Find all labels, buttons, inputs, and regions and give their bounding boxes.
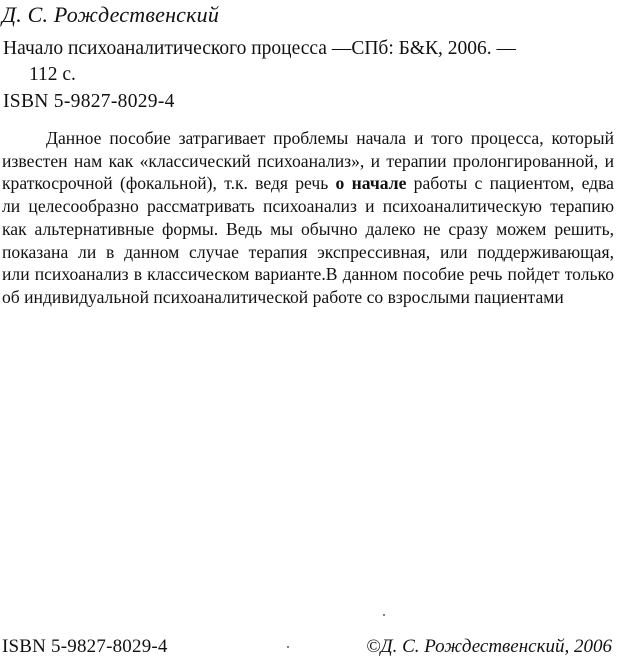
abstract-line-2: известен нам как «классический психоанализ», и терапии пролонгированной, и bbox=[2, 150, 614, 171]
abstract-line-8: об индивидуальной психоаналитической работе со взрослыми пациентами bbox=[2, 286, 564, 307]
abstract-line-3-end: работы с пациентом, едва bbox=[406, 173, 614, 194]
isbn-top: ISBN 5-9827-8029-4 bbox=[3, 91, 175, 112]
bibliographic-reference bbox=[3, 36, 603, 88]
footer-copyright: ©Д. С. Рождественский, 2006 bbox=[366, 636, 612, 657]
abstract-line-5: как альтернативные формы. Ведь мы обычно далеко не сразу можем решить, bbox=[2, 218, 614, 239]
abstract-line-1: Данное пособие затрагивает проблемы начала и того процесса, который bbox=[46, 128, 614, 148]
scan-speck bbox=[287, 646, 289, 648]
abstract-line-3-start: краткосрочной (фокальной), т.к. ведя речь bbox=[2, 173, 336, 194]
abstract-paragraph bbox=[2, 127, 614, 309]
abstract-line-3 bbox=[2, 172, 614, 195]
reference-title-line: Начало психоаналитического процесса —СПб: Б&К, 2006. — bbox=[3, 38, 517, 59]
scan-speck bbox=[383, 614, 385, 616]
abstract-emphasis: о начале bbox=[335, 173, 407, 194]
footer-isbn: ISBN 5-9827-8029-4 bbox=[2, 636, 168, 657]
reference-pages-line: 112 с. bbox=[29, 64, 76, 85]
abstract-line-7: или психоанализ в классическом варианте.В данном пособие речь пойдет только bbox=[2, 264, 614, 285]
abstract-line-4: ли целесообразно рассматривать психоанализ и психоаналитическую терапию bbox=[2, 196, 614, 217]
abstract-line-6: показана ли в данном случае терапия экспрессивная, или поддерживающая, bbox=[2, 241, 614, 262]
author-name: Д. С. Рождественский bbox=[2, 2, 220, 27]
